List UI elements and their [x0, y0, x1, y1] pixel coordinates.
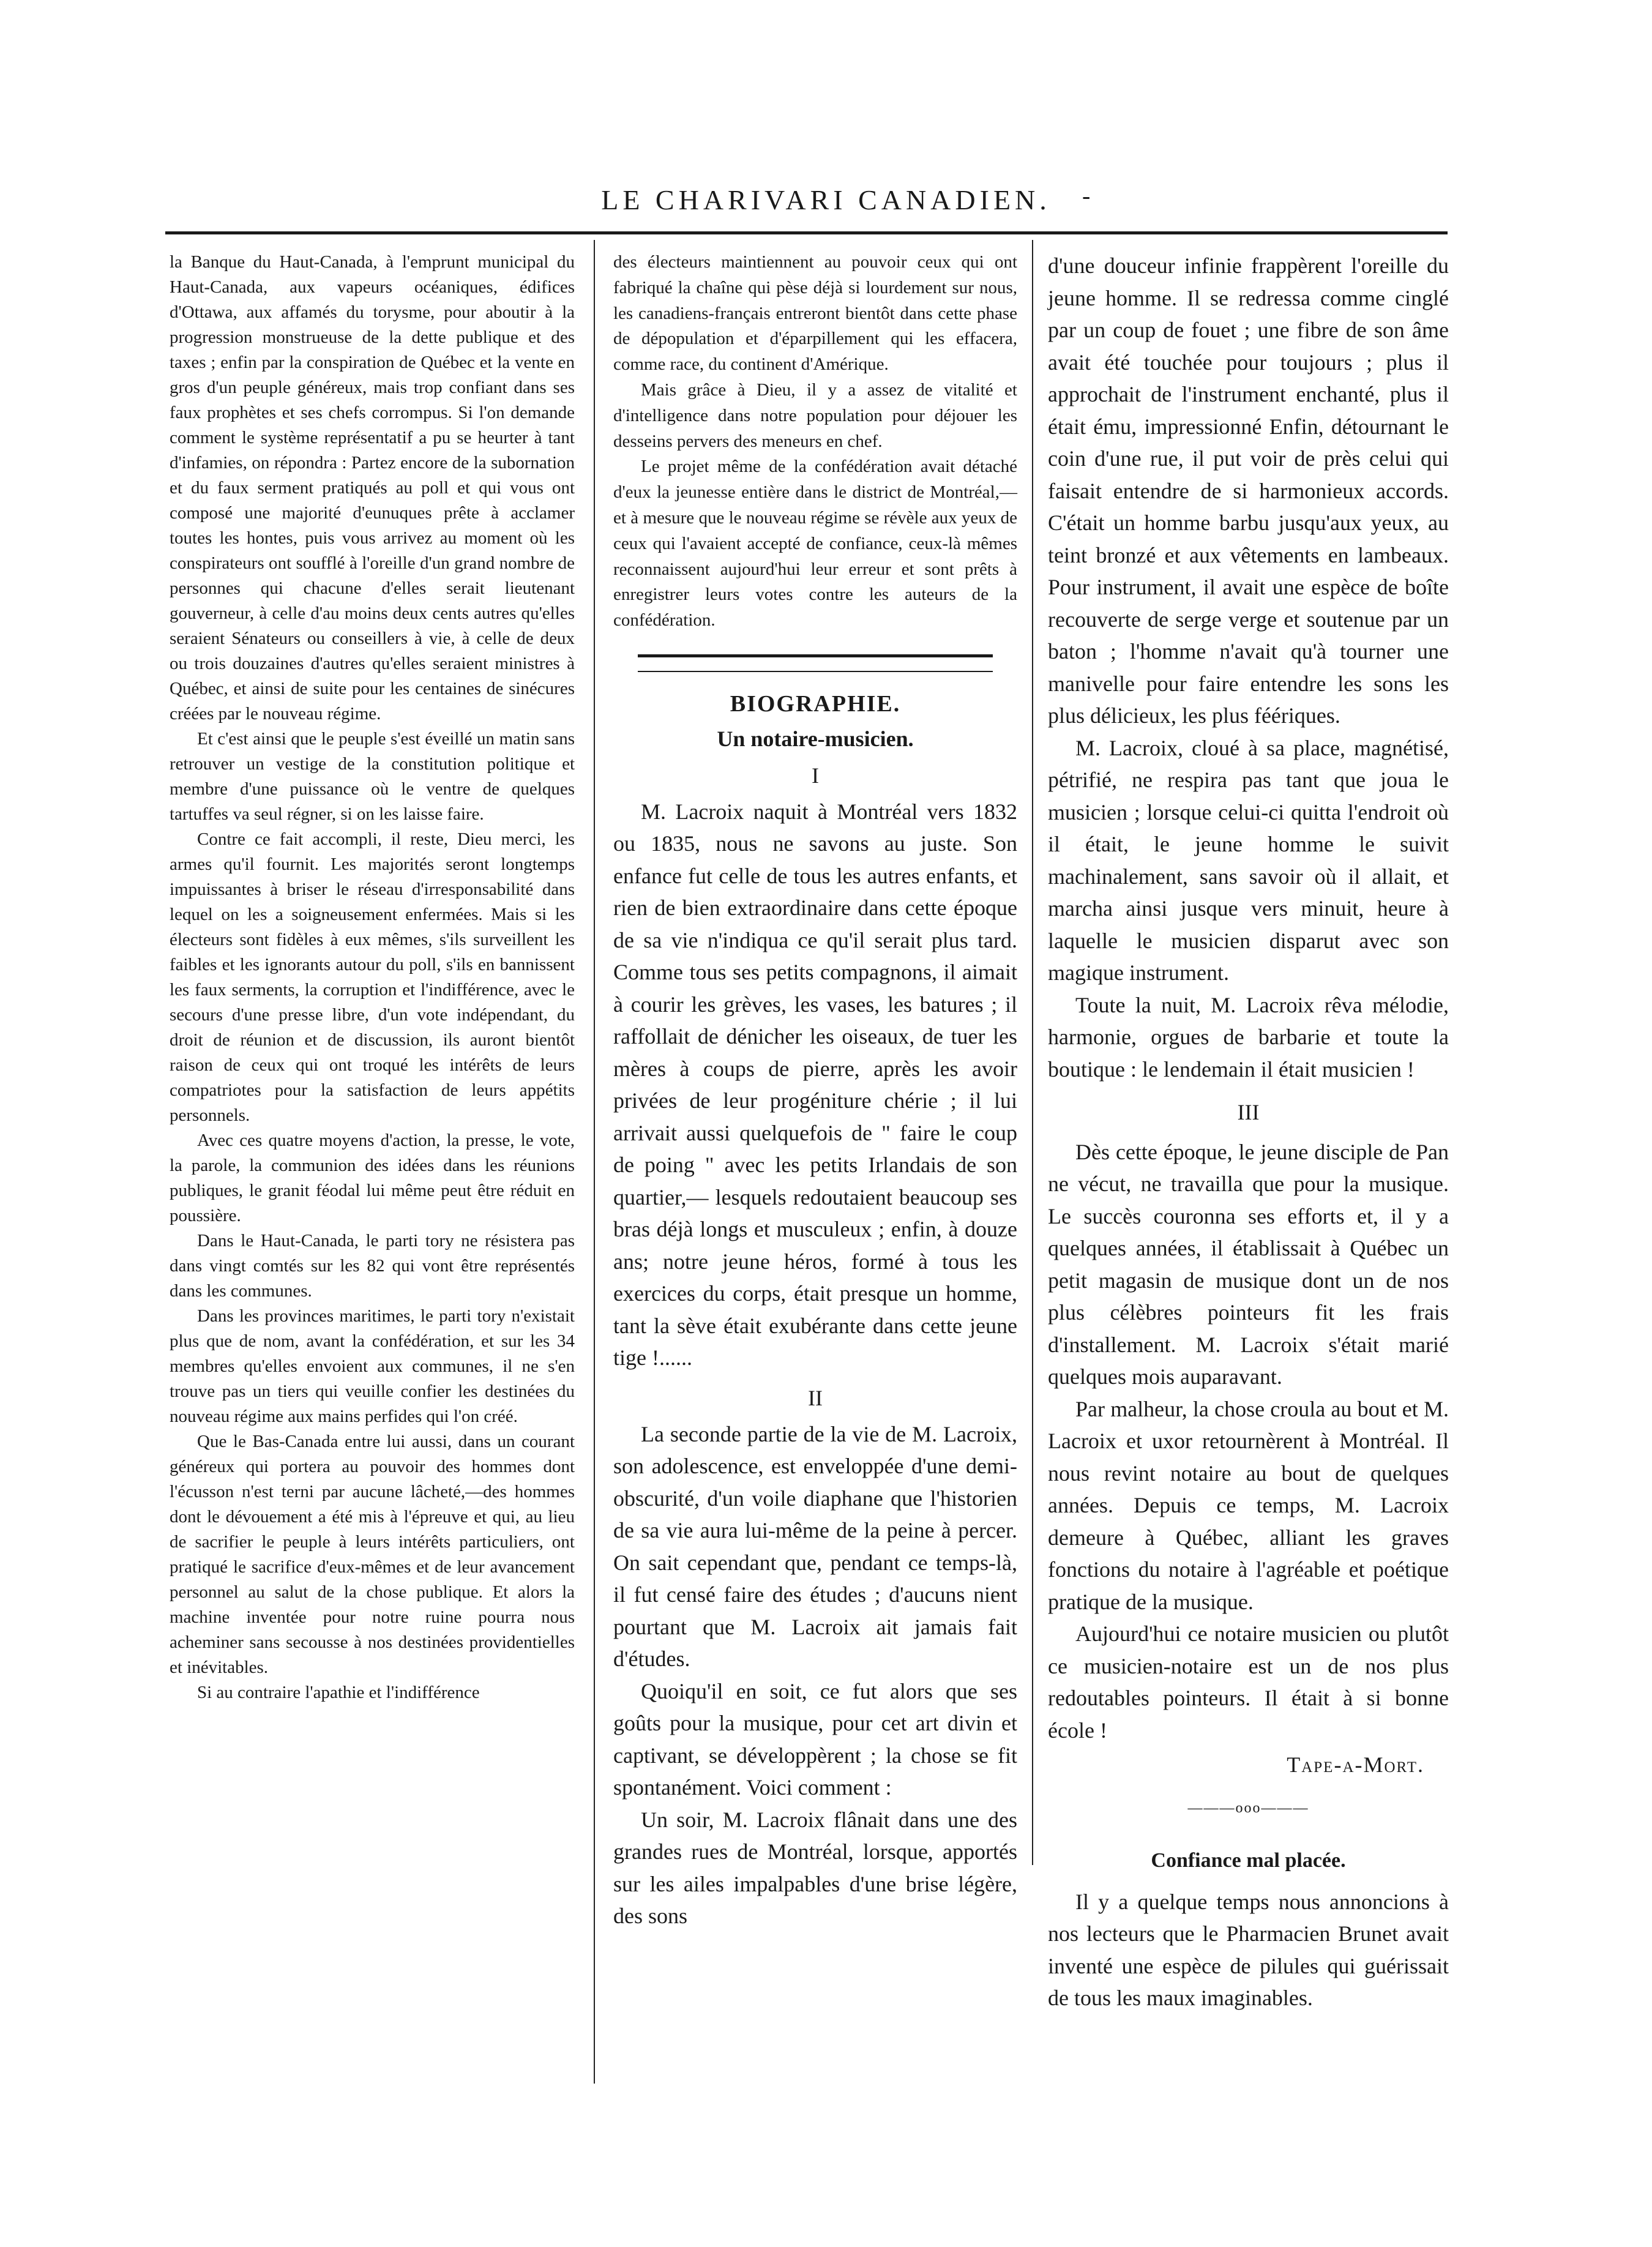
article-subtitle: Un notaire-musicien.	[717, 726, 914, 751]
col2-paragraph: Mais grâce à Dieu, il y a assez de vitalité et d'intelligence dans notre population pour déjouer les desseins pervers des meneurs en chef.	[613, 379, 1017, 451]
col1-paragraph: la Banque du Haut-Canada, à l'emprunt municipal du Haut-Canada, aux vapeurs océaniques, édifices d'Ottawa, aux affamés du torysme, pour aboutir à la progression monstrueuse de la dette publique et des taxes ; enfin par la conspiration de Québec et la vente en gros d'un peuple généreux, mais trop confiant dans ses faux prophètes et ses chefs corrompus. Si l'on demande comment le système représentatif a pu se heurter à tant d'infamies, on répondra : Partez encore de la subornation et du faux serment pratiqués au poll et qui vous ont composé une majorité d'eunuques prête à acclamer toutes les hontes, puis vous arrivez au moment où les conspirateurs ont soufflé à l'oreille d'un grand nombre de personnes qui chacune d'elles serait lieutenant gouverneur, à celle d'au moins deux cents autres qu'elles seraient Sénateurs ou conseillers à vie, à celle de deux ou trois douzaines d'autres qu'elles seraient ministres à Québec, et ainsi de suite pour les centaines de sinécures créées par le nouveau régime.	[170, 252, 575, 723]
author-signature: Tape-a-Mort.	[1287, 1752, 1424, 1777]
col3-paragraph: M. Lacroix, cloué à sa place, magnétisé, pétrifié, ne respira pas tant que joua le musicien ; lorsque celui-ci quitta l'endroit où il était, le jeune homme le suivit machinalement, sans savoir où il allait, et marcha ainsi jusque vers minuit, heure à laquelle le musicien disparut avec son magique instrument.	[1048, 735, 1449, 985]
col1-paragraph: Dans le Haut-Canada, le parti tory ne résistera pas dans vingt comtés sur les 82 qui vont être représentés dans les communes.	[170, 1231, 575, 1301]
col1-paragraph: Avec ces quatre moyens d'action, la presse, le vote, la parole, la communion des idées dans les réunions publiques, le granit féodal lui même peut être réduit en poussière.	[170, 1131, 575, 1225]
col3-paragraph: d'une douceur infinie frappèrent l'oreille du jeune homme. Il se redressa comme cinglé par un coup de fouet ; une fibre de son âme avait été touchée pour toujours ; plus il approchait de l'instrument enchanté, plus il était ému, impressionné Enfin, détournant le coin d'une rue, il put voir de près celui qui faisait entendre de si harmonieux accords. C'était un homme barbu jusqu'aux yeux, au teint bronzé et aux vêtements en lambeaux. Pour instrument, il avait une espèce de boîte recouverte de serge verge et soutenue par un baton ; l'homme n'avait qu'à tourner une manivelle pour faire entendre les sons les plus délicieux, les plus féériques.	[1048, 253, 1449, 728]
col1-paragraph: Si au contraire l'apathie et l'indifférence	[197, 1683, 480, 1702]
col2-paragraph: Quoiqu'il en soit, ce fut alors que ses goûts pour la musique, pour cet art divin et captivant, se développèrent ; la chose se fit spontanément. Voici comment :	[613, 1678, 1017, 1800]
col1-paragraph: Que le Bas-Canada entre lui aussi, dans un courant généreux qui portera au pouvoir des hommes dont l'écusson n'est terni par aucune lâcheté,—des hommes dont le dévouement a été mis à l'épreuve et qui, au lieu de sacrifier le peuple à leurs intérêts particuliers, ont pratiqué le sacrifice d'eux-mêmes et de leur avancement personnel au salut de la chose publique. Et alors la machine inventée pour notre ruine pourra nous acheminer sans secousse à nos destinées providentielles et inévitables.	[170, 1432, 575, 1677]
col1-paragraph: Dans les provinces maritimes, le parti tory n'existait plus que de nom, avant la confédération, et sur les 34 membres qu'elles envoient aux communes, il ne s'en trouve pas un tiers qui veuille confier les destinées du nouveau régime aux mains perfides qui l'on créé.	[170, 1306, 575, 1426]
ornamental-rule	[638, 654, 993, 672]
column-divider-1	[594, 240, 595, 2084]
masthead: LE CHARIVARI CANADIEN.	[601, 184, 1051, 215]
column-3	[1048, 250, 1449, 2014]
col3-paragraph: Toute la nuit, M. Lacroix rêva mélodie, harmonie, orgues de barbarie et toute la boutique : le lendemain il était musicien !	[1048, 992, 1449, 1082]
masthead-rule	[165, 231, 1448, 234]
col2-paragraph: La seconde partie de la vie de M. Lacroix, son adolescence, est enveloppée d'une demi-obscurité, d'un voile diaphane que l'historien de sa vie aura lui-même de la peine à percer. On sait cependant que, pendant ce temps-là, il fut censé faire des études ; d'aucuns nient pourtant que M. Lacroix ait jamais fait d'études.	[613, 1421, 1017, 1672]
col3-paragraph: Par malheur, la chose croula au bout et M. Lacroix et uxor retournèrent à Montréal. Il nous revint notaire au bout de quelques années. Depuis ce temps, M. Lacroix demeure à Québec, alliant les graves fonctions du notaire à l'agréable et poétique pratique de la musique.	[1048, 1396, 1449, 1614]
section-numeral: III	[1237, 1100, 1260, 1124]
separator: ———ooo———	[1187, 1800, 1309, 1816]
col2-paragraph: M. Lacroix naquit à Montréal vers 1832 ou 1835, nous ne savons au juste. Son enfance fut celle de tous les autres enfants, et rien de bien extraordinaire dans cette époque de sa vie n'indiqua ce qu'il serait plus tard. Comme tous ses petits compagnons, il aimait à courir les grèves, les vases, les batures ; il raffollait de dénicher les oiseaux, de tuer les mères à coups de pierre, après les avoir privées de leur progéniture chérie ; il lui arrivait aussi quelquefois de " faire le coup de poing " avec les petits Irlandais de son quartier,— lesquels redoutaient beaucoup ses bras déjà longs et musculeux ; enfin, à douze ans; notre jeune héros, formé à tous les exercices du corps, était presque un homme, tant la sève était exubérante dans cette jeune tige !......	[613, 799, 1017, 1370]
col2-paragraph: Le projet même de la confédération avait détaché d'eux la jeunesse entière dans le district de Montréal,—et à mesure que le nouveau régime se révèle aux yeux de ceux qui l'avaient accepté de confiance, ceux-là mêmes reconnaissent aujourd'hui leur erreur et sont prêts à enregistrer leurs votes contre les auteurs de la confédération.	[613, 457, 1017, 630]
masthead-mark: -	[1082, 182, 1091, 209]
column-1	[170, 250, 575, 1705]
col1-paragraph: Contre ce fait accompli, il reste, Dieu merci, les armes qu'il fournit. Les majorités seront longtemps impuissantes à briser le réseau d'irresponsabilité dans lequel on les a soigneusement enfermées. Mais si les électeurs sont fidèles à eux mêmes, s'ils surveillent les faibles et les ignorants autour du poll, s'ils en bannissent les faux serments, la corruption et l'indifférence, avec le secours d'une presse libre, d'un vote indépendant, du droit de réunion et de discussion, ils auront bientôt raison de ceux qui ont troqué les intérêts de leurs compatriotes pour la satisfaction de leurs appétits personnels.	[170, 829, 575, 1125]
col2-paragraph: Un soir, M. Lacroix flânait dans une des grandes rues de Montréal, lorsque, apportés sur les ailes impalpables d'une brise légère, des sons	[613, 1807, 1017, 1929]
article-heading: Confiance mal placée.	[1151, 1849, 1346, 1872]
section-numeral: I	[812, 763, 819, 788]
section-numeral: II	[808, 1385, 823, 1410]
section-title: BIOGRAPHIE.	[730, 690, 901, 717]
col1-paragraph: Et c'est ainsi que le peuple s'est éveillé un matin sans retrouver un vestige de la constitution politique et membre d'une puissance où le ventre de quelques tartuffes va seul régner, si on les laisse faire.	[170, 729, 575, 824]
column-divider-2	[1032, 240, 1033, 1865]
col2-paragraph: des électeurs maintiennent au pouvoir ceux qui ont fabriqué la chaîne qui pèse déjà si lourdement sur nous, les canadiens-français entreront bientôt dans cette phase de dépopulation et d'éparpillement qui les effacera, comme race, du continent d'Amérique.	[613, 252, 1017, 375]
col3-paragraph: Il y a quelque temps nous annoncions à nos lecteurs que le Pharmacien Brunet avait inventé une espèce de pilules qui guérissait de tous les maux imaginables.	[1048, 1889, 1449, 2010]
col3-paragraph: Aujourd'hui ce notaire musicien ou plutôt ce musicien-notaire est un de nos plus redoutables pointeurs. Il était à si bonne école !	[1048, 1621, 1449, 1743]
col3-paragraph: Dès cette époque, le jeune disciple de Pan ne vécut, ne travailla que pour la musique. Le succès couronna ses efforts et, il y a quelques années, il établissait à Québec un petit magasin de musique dont un de nos plus célèbres pointeurs fit les frais d'installement. M. Lacroix s'était marié quelques mois auparavant.	[1048, 1139, 1449, 1389]
column-2	[613, 250, 1017, 1932]
